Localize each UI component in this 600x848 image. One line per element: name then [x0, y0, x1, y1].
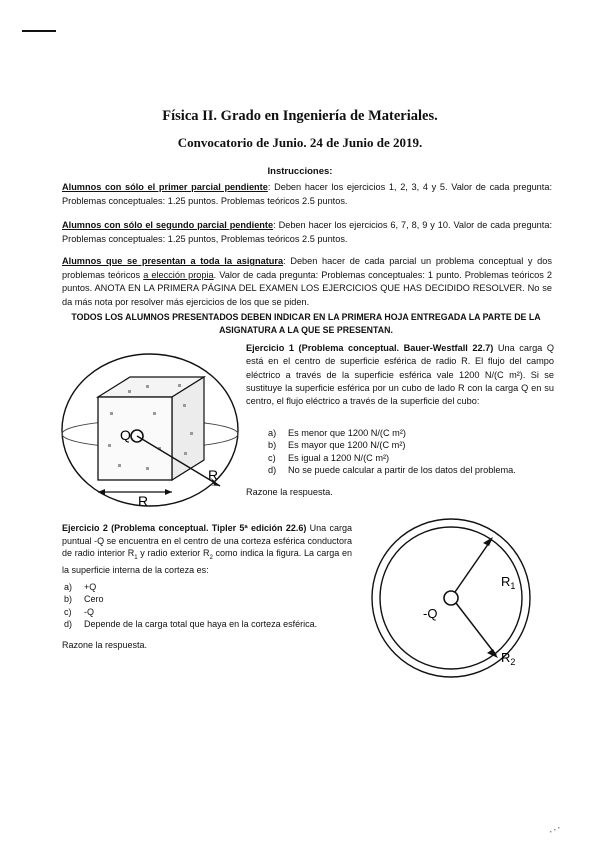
- exercise-2-option-d: d) Depende de la carga total que haya en la corteza esférica.: [64, 619, 318, 630]
- exercise-1-option-b: b) Es mayor que 1200 N/(C m²): [268, 440, 406, 451]
- all-students-notice: [60, 311, 552, 336]
- exercise-2-heading: Ejercicio 2 (Problema conceptual. Tipler 5ª edición 22.6): [62, 523, 307, 533]
- sphere-cube-figure: [58, 352, 258, 512]
- center-charge: [444, 591, 458, 605]
- instruction-first-partial: [62, 181, 552, 208]
- r1-arrowhead: [483, 537, 493, 546]
- page-subtitle: Convocatorio de Junio. 24 de Junio de 2019.: [177, 135, 423, 150]
- scan-specks: [548, 825, 564, 835]
- instructions-heading: Instrucciones:: [267, 166, 333, 177]
- exercise-1-heading: Ejercicio 1 (Problema conceptual. Bauer-Westfall 22.7): [246, 343, 494, 353]
- shell-charge-label: -Q: [423, 606, 438, 621]
- charge-label: Q: [120, 427, 131, 443]
- r2-arrow: [456, 603, 496, 655]
- r1-arrow: [455, 540, 491, 592]
- exercise-1-body: Una carga Q está en el centro de superficie esférica de radio R. El flujo del campo eléctrico a través de la superficie esférica vale 1200 N/(C m²). Si se sustituye la superficie esférica por un cubo de lado R con la carga Q en su centro, el flujo eléctrico a través de la superficie del cubo:: [246, 343, 555, 407]
- page-title: Física II. Grado en Ingeniería de Materiales.: [162, 108, 438, 124]
- exercise-2-option-c: c) -Q: [64, 606, 94, 617]
- shell-figure: [365, 518, 565, 688]
- exercise-1-statement: [246, 342, 554, 408]
- full-course-rest: . Valor de cada pregunta: Problemas conceptuales: 1 punto. Problemas teóricos 2 puntos. ANOTA EN LA PRIMERA PÁGINA DEL EXAMEN LOS EJERCICIOS QUE HAS DECIDIDO RESOLVER. No se da más nota por resolver más ejercicios de los que se piden.: [62, 269, 552, 307]
- first-partial-text: : Deben hacer los ejercicios 1, 2, 3, 4 y 5. Valor de cada pregunta: Problemas conceptuales: 1.25 puntos. Problemas teóricos 2.5 puntos.: [62, 182, 553, 206]
- side-label: R: [138, 493, 149, 509]
- side-arrow-right: [165, 489, 172, 495]
- exercise-1-option-c: c) Es igual a 1200 N/(C m²): [268, 452, 390, 463]
- exercise-1-reason: Razone la respuesta.: [246, 487, 333, 497]
- exercise-2-options: [64, 581, 317, 631]
- full-course-text: : Deben hacer de cada parcial un problema conceptual y dos problemas teóricos: [62, 256, 552, 280]
- scan-mark: [22, 30, 56, 32]
- radius-label: R: [208, 467, 219, 483]
- second-partial-text: : Deben hacer los ejercicios 6, 7, 8, 9 y 10. Valor de cada pregunta: Problemas conceptuales: 1.25 puntos, Problemas teóricos 2.5 puntos.: [62, 220, 553, 244]
- second-partial-lead: Alumnos con sólo el segundo parcial pendiente: [62, 220, 274, 230]
- exercise-1-option-a: a) Es menor que 1200 N/(C m²): [268, 428, 406, 438]
- full-course-lead: Alumnos que se presentan a toda la asignatura: [62, 256, 284, 266]
- exercise-2-reason: Razone la respuesta.: [62, 640, 148, 650]
- exercise-1-option-d: d) No se puede calcular a partir de los datos del problema.: [268, 465, 516, 476]
- exercise-2-statement: Ejercicio 2 (Problema conceptual. Tipler 5ª edición 22.6) Una carga puntual -Q se encuentra en el centro de una corteza esférica conductora de radio interior $R_1$ y radio exterior $R_2$ como indica la figura. La carga en la superficie interna de la corteza es:: [62, 523, 353, 576]
- instruction-second-partial: [62, 219, 552, 246]
- exercise-2-option-b: b) Cero: [64, 594, 104, 605]
- first-partial-lead: Alumnos con sólo el primer parcial pendiente: [62, 182, 268, 192]
- r2-label: $R_2$: [501, 650, 516, 667]
- exercise-1-options: [268, 427, 516, 477]
- instruction-full-course: [62, 255, 552, 309]
- notice-line-2: ASIGNATURA A LA QUE SE PRESENTAN.: [219, 324, 393, 335]
- own-choice-text: a elección propia: [143, 269, 214, 280]
- r1-label: $R_1$: [501, 574, 516, 591]
- notice-line-1: TODOS LOS ALUMNOS PRESENTADOS DEBEN INDICAR EN LA PRIMERA HOJA ENTREGADA LA PARTE DE LA: [71, 312, 541, 322]
- exercise-2-option-a: a) +Q: [64, 582, 97, 592]
